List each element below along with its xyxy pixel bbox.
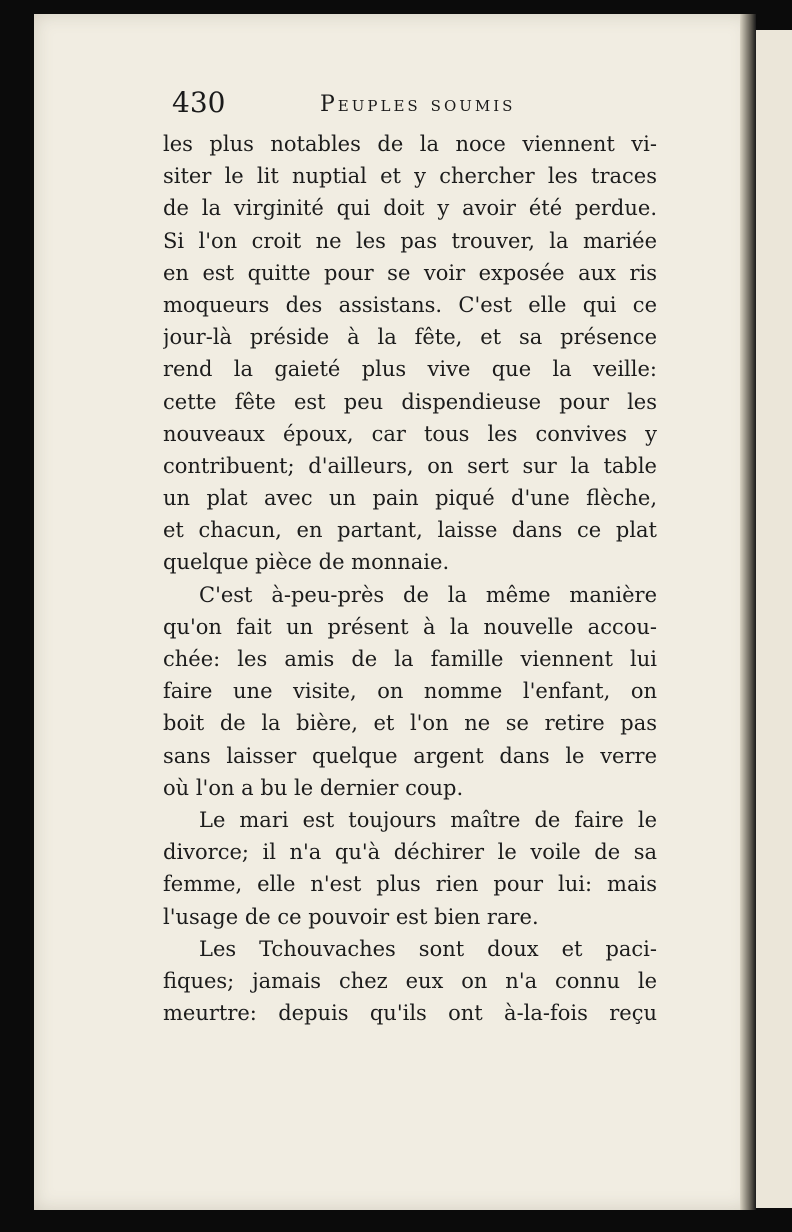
text-line: fiques; jamais chez eux on n'a connu le (163, 968, 657, 993)
text-line: en est quitte pour se voir exposée aux ris (163, 260, 657, 285)
text-line: sans laisser quelque argent dans le verre (163, 743, 657, 768)
text-line: rend la gaieté plus vive que la veille: (163, 357, 657, 382)
text-line: les plus notables de la noce viennent vi- (163, 132, 657, 156)
page-number: 430 (172, 86, 226, 119)
text-line: faire une visite, on nomme l'enfant, on (163, 679, 657, 704)
paragraph-start-line: Le mari est toujours maître de faire le (199, 807, 657, 832)
text-line: moqueurs des assistans. C'est elle qui ce (163, 292, 657, 317)
book-gutter (740, 14, 756, 1210)
text-line: femme, elle n'est plus rien pour lui: mais (163, 872, 657, 897)
paragraph-end-line: l'usage de ce pouvoir est bien rare. (163, 904, 539, 929)
text-line: nouveaux époux, car tous les convives y (163, 421, 657, 446)
paragraph-end-line: quelque pièce de monnaie. (163, 550, 450, 575)
text-line: un plat avec un pain piqué d'une flèche, (163, 486, 657, 511)
text-line: divorce; il n'a qu'à déchirer le voile de sa (163, 840, 657, 865)
text-line: cette fête est peu dispendieuse pour les (163, 389, 657, 414)
text-line: et chacun, en partant, laisse dans ce plat (163, 518, 657, 543)
text-line: jour-là préside à la fête, et sa présence (163, 325, 657, 350)
running-head: Peuples soumis (320, 92, 516, 117)
text-line: contribuent; d'ailleurs, on sert sur la table (163, 453, 657, 478)
page-header (172, 86, 652, 126)
text-line: Si l'on croit ne les pas trouver, la mariée (163, 228, 657, 253)
adjacent-page-edge (756, 30, 792, 1208)
body-text (163, 128, 657, 1029)
paragraph-start-line: Les Tchouvaches sont doux et paci- (199, 936, 657, 961)
paragraph-end-line: où l'on a bu le dernier coup. (163, 775, 464, 800)
paragraph-start-line: C'est à-peu-près de la même manière (199, 582, 657, 607)
text-line: chée: les amis de la famille viennent lui (163, 647, 657, 671)
text-line: siter le lit nuptial et y chercher les traces (163, 164, 657, 189)
text-line: boit de la bière, et l'on ne se retire pas (163, 711, 657, 736)
text-line: qu'on fait un présent à la nouvelle accou- (163, 614, 657, 639)
text-line: meurtre: depuis qu'ils ont à-la-fois reçu (163, 1001, 657, 1026)
text-line: de la virginité qui doit y avoir été perdue. (163, 196, 657, 221)
